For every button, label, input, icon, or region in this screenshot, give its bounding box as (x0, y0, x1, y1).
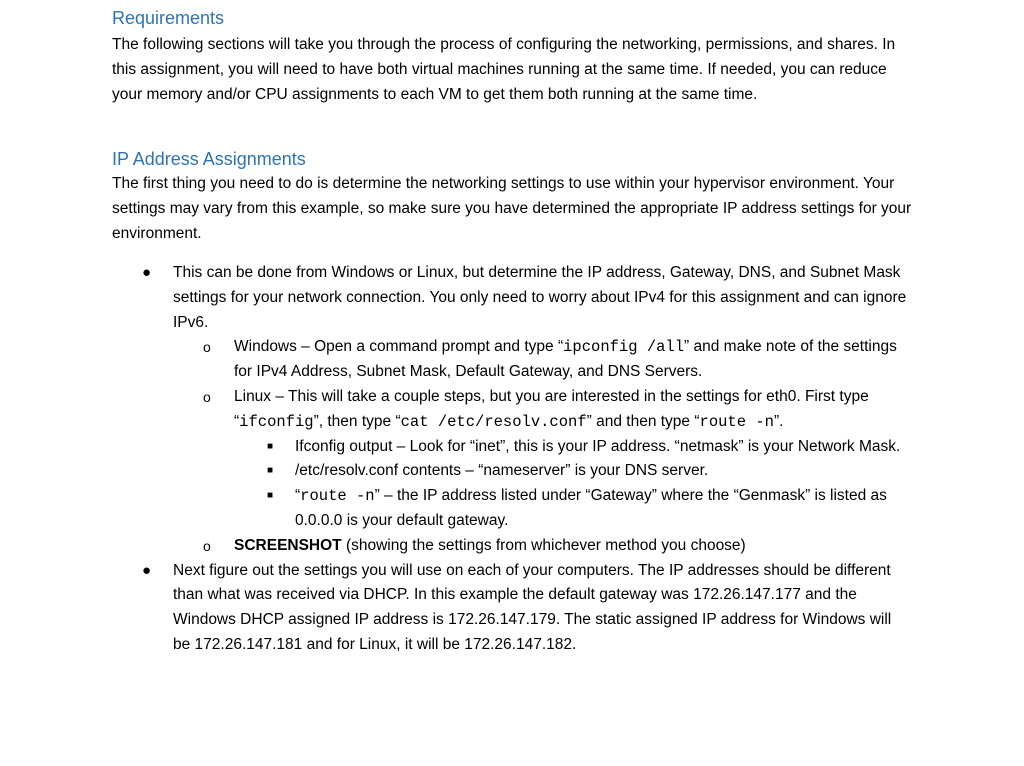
list-item (234, 435, 912, 460)
list-item (173, 385, 912, 534)
bullet-text: Next figure out the settings you will use on each of your computers. The IP addresses should be different than what was received via DHCP. In this example the default gateway was 172.26.147.177 and the Windows DHCP assigned IP address is 172.26.147.179. The static assigned IP address for Windows will be 172.26.147.181 and for Linux, it will be 172.26.147.182. (173, 561, 892, 653)
bullet-list (112, 261, 912, 658)
square-bullet-icon: ■ (267, 465, 274, 477)
circle-bullet-icon: o (203, 537, 211, 554)
list-item (234, 459, 912, 484)
ifconfig-output-text: Ifconfig output – Look for “inet”, this is your IP address. “netmask” is your Network Mask. (295, 437, 901, 455)
linux-text: Linux – This will take a couple steps, but you are interested in the settings for eth0. First type “ifconfig”, then type “cat /etc/resolv.conf” and then type “route -n”. (234, 387, 869, 431)
screenshot-label: SCREENSHOT (234, 536, 342, 554)
circle-bullet-icon: o (203, 388, 211, 405)
sub-sub-list (234, 435, 912, 534)
ip-assignments-paragraph: The first thing you need to do is determine the networking settings to use within your hypervisor environment. Your settings may vary from this example, so make sure you have determined the appropriate IP address settings for your environment. (112, 175, 912, 242)
command-ipconfig: ipconfig /all (563, 338, 685, 357)
list-item (173, 534, 912, 559)
square-bullet-icon: ■ (267, 440, 274, 452)
list-item (112, 261, 912, 559)
requirements-heading: Requirements (112, 8, 225, 28)
route-text: “route -n” – the IP address listed under “Gateway” where the “Genmask” is listed as 0.0.0.0 is your default gateway. (295, 487, 887, 529)
sub-list (173, 335, 912, 558)
list-item (112, 559, 912, 658)
circle-bullet-icon: o (203, 339, 211, 356)
command-cat-resolv: cat /etc/resolv.conf (400, 412, 587, 431)
resolv-conf-text: /etc/resolv.conf contents – “nameserver” is your DNS server. (295, 462, 709, 480)
screenshot-text: SCREENSHOT (showing the settings from whichever method you choose) (234, 536, 746, 554)
list-item (234, 484, 912, 534)
square-bullet-icon: ■ (267, 490, 274, 502)
bullet-text: This can be done from Windows or Linux, but determine the IP address, Gateway, DNS, and Subnet Mask settings for your network connection. You only need to worry about IPv4 for this assignment and can ignore IPv6. (173, 264, 907, 331)
command-ifconfig: ifconfig (239, 412, 314, 431)
requirements-paragraph: The following sections will take you through the process of configuring the networking, permissions, and shares. In this assignment, you will need to have both virtual machines running at the same time. If needed, you can reduce your memory and/or CPU assignments to each VM to get them both running at the same time. (112, 36, 896, 103)
ip-assignments-heading: IP Address Assignments (112, 149, 306, 169)
list-item (173, 335, 912, 385)
bullet-icon: ● (142, 561, 152, 579)
windows-text: Windows – Open a command prompt and type “ipconfig /all” and make note of the settings for IPv4 Address, Subnet Mask, Default Gateway, and DNS Servers. (234, 338, 897, 381)
bullet-icon: ● (142, 264, 152, 281)
command-route: route -n (300, 487, 375, 506)
command-route: route -n (699, 412, 774, 431)
